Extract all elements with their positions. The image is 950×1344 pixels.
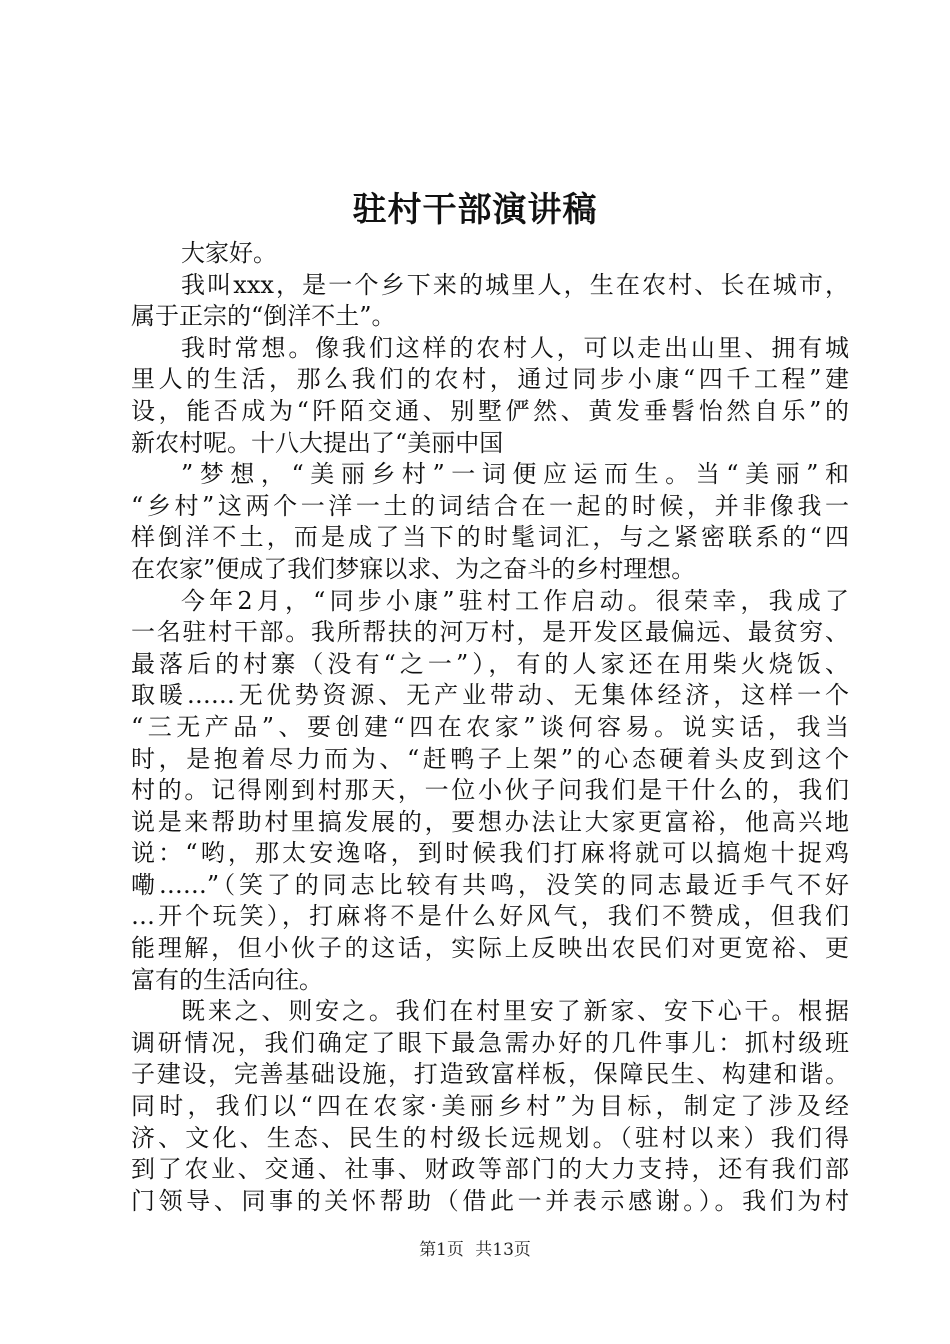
page-footer [0,1238,950,1262]
page-total: 共13页 [475,1240,531,1260]
document-body [131,238,849,1217]
text-line: 嘞……”（笑了的同志比较有共鸣，没笑的同志最近手气不好 [131,870,849,899]
text-line: 既来之、则安之。我们在村里安了新家、安下心干。根据 [181,997,849,1026]
text-line: 最落后的村寨（没有“之一”），有的人家还在用柴火烧饭、 [131,649,849,678]
text-line: 门领导、同事的关怀帮助（借此一并表示感谢。）。我们为村 [131,1186,849,1215]
text-line: 能理解，但小伙子的这话，实际上反映出农民们对更宽裕、更 [131,934,849,963]
text-line: 取暖……无优势资源、无产业带动、无集体经济，这样一个 [131,681,849,710]
text-line: 时，是抱着尽力而为、“赶鸭子上架”的心态硬着头皮到这个 [131,744,849,773]
text-line: 属于正宗的“倒洋不土”。 [131,302,396,331]
text-line: 设，能否成为“阡陌交通、别墅俨然、黄发垂髫怡然自乐”的 [131,396,849,425]
text-line: 在农家”便成了我们梦寐以求、为之奋斗的乡村理想。 [131,554,696,583]
text-line: 济、文化、生态、民生的村级长远规划。（驻村以来）我们得 [131,1123,849,1152]
text-line: 说是来帮助村里搞发展的，要想办法让大家更富裕，他高兴地 [131,807,849,836]
text-line: 子建设，完善基础设施，打造致富样板，保障民生、构建和谐。 [131,1060,849,1089]
text-line: 富有的生活向往。 [131,965,323,994]
text-line: 调研情况，我们确定了眼下最急需办好的几件事儿：抓村级班 [131,1028,849,1057]
text-line: 同时，我们以“四在农家·美丽乡村”为目标，制定了涉及经 [131,1092,849,1121]
text-line: 一名驻村干部。我所帮扶的河万村，是开发区最偏远、最贫穷、 [131,618,849,647]
text-line: 村的。记得刚到村那天，一位小伙子问我们是干什么的，我们 [131,776,849,805]
text-line: 里人的生活，那么我们的农村，通过同步小康“四千工程”建 [131,365,849,394]
text-line: ”梦想，“美丽乡村”一词便应运而生。当“美丽”和 [181,460,849,489]
text-line: …开个玩笑），打麻将不是什么好风气，我们不赞成，但我们 [131,902,849,931]
text-line: 说：“哟，那太安逸咯，到时候我们打麻将就可以搞炮十捉鸡 [131,839,849,868]
text-line: 新农村呢。十八大提出了“美丽中国 [131,428,504,457]
text-line: 今年2月，“同步小康”驻村工作启动。很荣幸，我成了 [181,586,849,615]
text-line: 我时常想。像我们这样的农村人，可以走出山里、拥有城 [181,333,849,362]
text-line: 样倒洋不土，而是成了当下的时髦词汇，与之紧密联系的“四 [131,523,849,552]
text-line: 我叫xxx，是一个乡下来的城里人，生在农村、长在城市， [181,270,849,299]
text-line: 到了农业、交通、社事、财政等部门的大力支持，还有我们部 [131,1155,849,1184]
page-number: 第1页 [419,1240,464,1260]
text-line: “乡村”这两个一洋一土的词结合在一起的时候，并非像我一 [131,491,849,520]
document-title: 驻村干部演讲稿 [352,190,598,230]
text-line: 大家好。 [181,239,277,267]
text-line: “三无产品”、要创建“四在农家”谈何容易。说实话，我当 [131,712,849,741]
